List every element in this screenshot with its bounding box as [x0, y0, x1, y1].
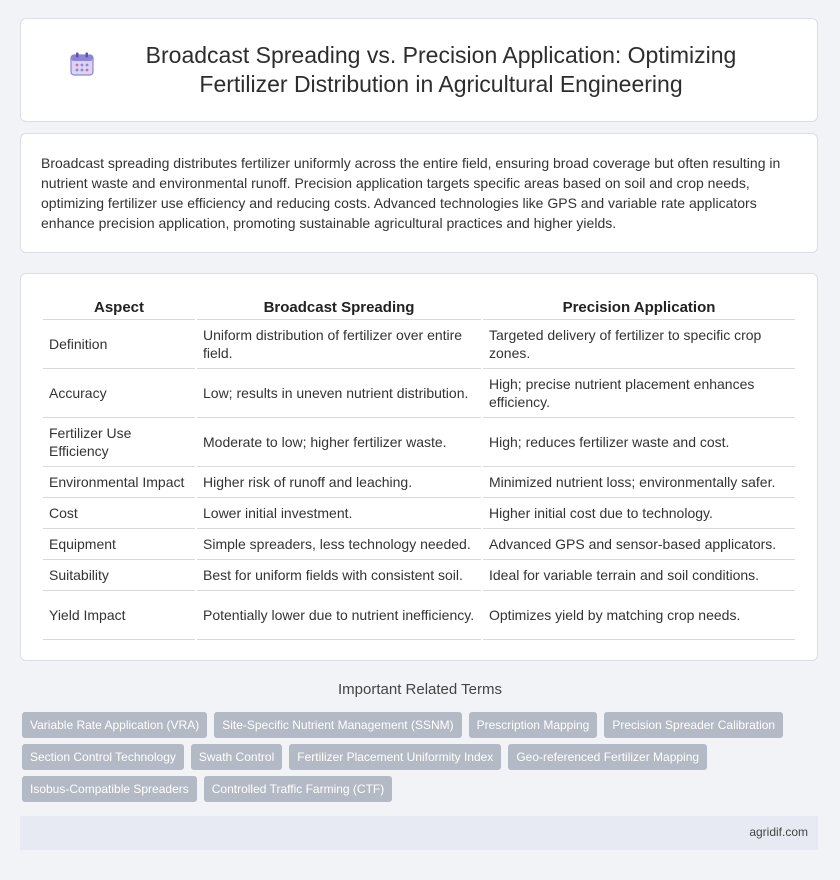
cell-broadcast: Higher risk of runoff and leaching. [197, 467, 481, 498]
term-tag[interactable]: Geo-referenced Fertilizer Mapping [508, 744, 707, 770]
title-container [69, 41, 769, 99]
cell-broadcast: Potentially lower due to nutrient inefficiency. [197, 591, 481, 640]
related-terms-title: Important Related Terms [338, 681, 502, 698]
intro-paragraph: Broadcast spreading distributes fertilizer uniformly across the entire field, ensuring broad coverage but often resulting in nutrient waste and environmental runoff. Precision application targets specific areas based on soil and crop needs, optimizing fertilizer use efficiency and reducing costs. Advanced technologies like GPS and variable rate applicators enhance precision application, promoting sustainable agricultural practices and higher yields. [41, 155, 781, 231]
intro-card [20, 133, 818, 253]
calendar-icon [69, 51, 95, 77]
term-tag[interactable]: Variable Rate Application (VRA) [22, 712, 207, 738]
table-row [43, 320, 795, 369]
table-row [43, 529, 795, 560]
cell-broadcast: Uniform distribution of fertilizer over entire field. [197, 320, 481, 369]
cell-aspect: Environmental Impact [43, 467, 195, 498]
term-tag[interactable]: Section Control Technology [22, 744, 184, 770]
cell-precision: Optimizes yield by matching crop needs. [483, 591, 795, 640]
comparison-table [41, 294, 797, 640]
term-tag[interactable]: Swath Control [191, 744, 282, 770]
cell-precision: Targeted delivery of fertilizer to specific crop zones. [483, 320, 795, 369]
table-row [43, 467, 795, 498]
page-title: Broadcast Spreading vs. Precision Application: Optimizing Fertilizer Distribution in Agricultural Engineering [145, 42, 737, 97]
cell-aspect: Yield Impact [43, 591, 195, 640]
table-row [43, 591, 795, 640]
cell-precision: Higher initial cost due to technology. [483, 498, 795, 529]
cell-precision: Ideal for variable terrain and soil conditions. [483, 560, 795, 591]
header-aspect: Aspect [43, 294, 195, 320]
cell-precision: High; reduces fertilizer waste and cost. [483, 418, 795, 467]
cell-broadcast: Best for uniform fields with consistent soil. [197, 560, 481, 591]
related-terms-list [22, 712, 802, 808]
cell-precision: High; precise nutrient placement enhances efficiency. [483, 369, 795, 418]
cell-aspect: Fertilizer Use Efficiency [43, 418, 195, 467]
term-tag[interactable]: Precision Spreader Calibration [604, 712, 783, 738]
table-row [43, 560, 795, 591]
cell-precision: Advanced GPS and sensor-based applicators. [483, 529, 795, 560]
table-header-row [43, 294, 795, 320]
footer [20, 816, 818, 850]
term-tag[interactable]: Fertilizer Placement Uniformity Index [289, 744, 501, 770]
cell-broadcast: Simple spreaders, less technology needed. [197, 529, 481, 560]
cell-broadcast: Lower initial investment. [197, 498, 481, 529]
term-tag[interactable]: Site-Specific Nutrient Management (SSNM) [214, 712, 461, 738]
table-row [43, 369, 795, 418]
cell-precision: Minimized nutrient loss; environmentally safer. [483, 467, 795, 498]
site-link[interactable]: agridif.com [749, 825, 808, 839]
header-precision: Precision Application [483, 294, 795, 320]
cell-aspect: Equipment [43, 529, 195, 560]
term-tag[interactable]: Prescription Mapping [469, 712, 598, 738]
table-row [43, 418, 795, 467]
title-card [20, 18, 818, 122]
comparison-card [20, 273, 818, 661]
header-broadcast: Broadcast Spreading [197, 294, 481, 320]
cell-aspect: Suitability [43, 560, 195, 591]
cell-aspect: Cost [43, 498, 195, 529]
cell-aspect: Accuracy [43, 369, 195, 418]
cell-broadcast: Low; results in uneven nutrient distribution. [197, 369, 481, 418]
term-tag[interactable]: Isobus-Compatible Spreaders [22, 776, 197, 802]
term-tag[interactable]: Controlled Traffic Farming (CTF) [204, 776, 392, 802]
cell-aspect: Definition [43, 320, 195, 369]
cell-broadcast: Moderate to low; higher fertilizer waste. [197, 418, 481, 467]
table-row [43, 498, 795, 529]
